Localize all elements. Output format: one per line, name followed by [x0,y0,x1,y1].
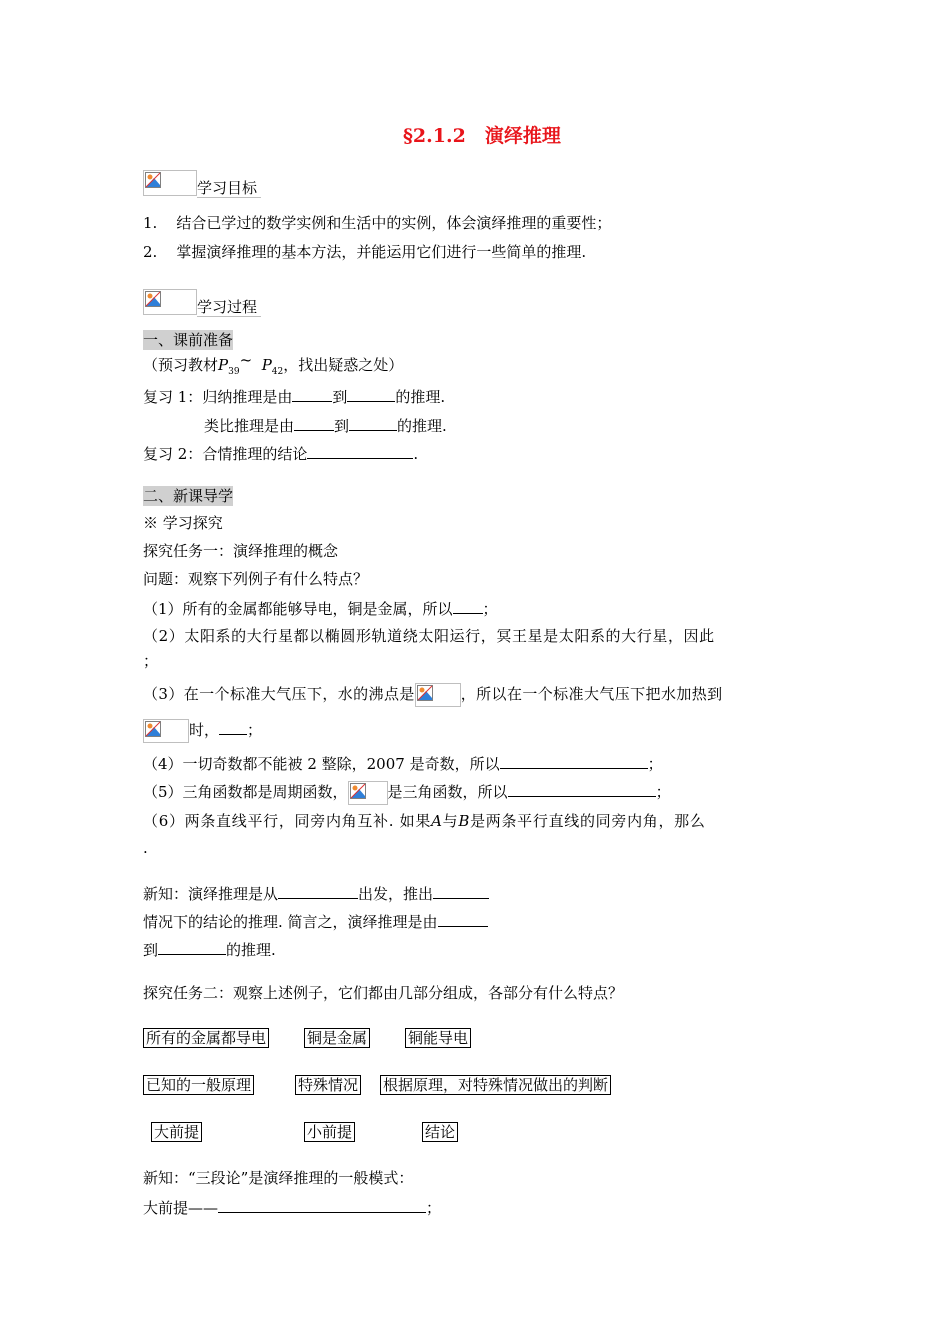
broken-image-icon [143,289,197,315]
angle-var: A [431,812,443,830]
example-4 [143,752,663,774]
page-var: P [218,356,229,374]
example-2-end: ； [143,652,159,670]
example-text: ； [647,755,663,773]
page-sub: 42 [271,367,284,377]
example-3-cont [143,718,262,743]
explore-heading: ※ 学习探究 [143,514,223,532]
objectives-header [143,170,261,196]
review-text: 归纳推理是由 [202,388,293,406]
nk-text: 到 [143,941,159,959]
box-minor-premise: 小前提 [304,1122,355,1142]
preview-line [143,351,404,382]
example-text: 是三角函数，所以 [387,783,508,801]
task-1: 探究任务一：演绎推理的概念 [143,542,339,560]
example-text: （6）两条直线平行，同旁内角互补. 如果 [143,812,432,830]
example-text: ； [247,721,263,739]
blank[interactable] [292,385,332,402]
example-6 [143,811,706,831]
box-conclusion-example: 铜能导电 [405,1028,471,1048]
preview-text: ，找出疑惑之处） [283,356,404,374]
box-major-premise: 大前提 [151,1122,202,1142]
example-text: ； [655,783,671,801]
review-text: 到 [332,388,348,406]
review-text: 类比推理是由 [204,417,295,435]
blank[interactable] [453,597,483,614]
example-text: 是两条平行直线的同旁内角，那么 [470,812,706,830]
blank[interactable] [433,882,489,899]
review-text: 合情推理的结论 [202,445,308,463]
process-header-label: 学习过程 [197,298,261,317]
blank[interactable] [278,882,358,899]
example-text: （3）在一个标准大气压下，水的沸点是 [143,685,415,703]
box-general-principle: 已知的一般原理 [143,1075,254,1095]
blank[interactable] [500,752,648,769]
review-1b [204,414,447,436]
blank[interactable] [219,718,247,735]
objective-text: 结合已学过的数学实例和生活中的实例，体会演绎推理的重要性； [176,214,612,232]
example-text: （4）一切奇数都不能被 2 整除，2007 是奇数，所以 [143,755,500,773]
objectives-header-label: 学习目标 [197,179,261,198]
nk-text: 情况下的结论的推理. 简言之，演绎推理是由 [143,913,438,931]
nk-text: 出发，推出 [358,885,434,903]
process-header [143,289,261,315]
review-label: 复习 2： [143,445,203,463]
blank[interactable] [438,910,488,927]
objective-item-1 [143,213,611,233]
review-text: . [413,445,419,463]
broken-image-icon [348,781,388,805]
box-special-case: 特殊情况 [295,1075,361,1095]
new-knowledge-1c [143,938,276,960]
task-2: 探究任务二：观察上述例子，它们都由几部分组成，各部分有什么特点？ [143,984,624,1002]
example-1 [143,597,498,619]
nk-text: 新知：演绎推理是从 [143,885,279,903]
major-premise-line [143,1196,441,1218]
tilde: ~ [239,351,253,369]
example-6-end: . [143,839,148,857]
objective-num: 1. [143,214,158,232]
new-knowledge-2: 新知：“三段论”是演绎推理的一般模式： [143,1169,414,1187]
example-text: （1）所有的金属都能够导电，铜是金属，所以 [143,600,453,618]
section-pre-class: 一、课前准备 [143,331,234,349]
box-major-example: 所有的金属都导电 [143,1028,269,1048]
major-label: 大前提—— [143,1199,219,1217]
box-judgement: 根据原理，对特殊情况做出的判断 [380,1075,611,1095]
review-text: 的推理. [395,388,446,406]
example-text: （5）三角函数都是周期函数， [143,783,348,801]
page-var: P [261,356,272,374]
example-text: 与 [442,812,459,830]
broken-image-icon [415,683,461,707]
objective-text: 掌握演绎推理的基本方法，并能运用它们进行一些简单的推理. [176,243,587,261]
blank[interactable] [158,938,226,955]
example-text: ，所以在一个标准大气压下把水加热到 [460,685,723,703]
new-knowledge-1a [143,882,489,904]
new-knowledge-1b [143,910,488,932]
page-sub: 39 [228,367,240,377]
review-text: 的推理. [397,417,447,435]
blank[interactable] [218,1196,426,1213]
example-2: （2）太阳系的大行星都以椭圆形轨道绕太阳运行，冥王星是太阳系的大行星，因此 [143,627,715,645]
section-new-lesson: 二、新课导学 [143,487,234,505]
review-2 [143,442,418,464]
blank[interactable] [347,385,395,402]
objective-item-2 [143,242,586,262]
blank[interactable] [294,414,334,431]
box-minor-example: 铜是金属 [304,1028,370,1048]
objective-num: 2. [143,243,158,261]
angle-var: B [458,812,471,830]
preview-text: （预习教材 [143,356,219,374]
example-text: ； [482,600,498,618]
broken-image-icon [143,170,197,196]
review-1a [143,385,445,407]
review-label: 复习 1： [143,388,203,406]
example-3 [143,683,723,707]
blank[interactable] [349,414,397,431]
review-text: 到 [334,417,350,435]
box-conclusion: 结论 [422,1122,458,1142]
blank[interactable] [307,442,413,459]
blank[interactable] [508,780,656,797]
question: 问题：观察下列例子有什么特点？ [143,570,369,588]
example-text: 时， [189,721,220,739]
nk-text: 的推理. [226,941,276,959]
major-end: ； [426,1199,442,1217]
broken-image-icon [143,719,189,743]
page-title: §2.1.2 演绎推理 [403,125,561,147]
example-5 [143,780,671,805]
